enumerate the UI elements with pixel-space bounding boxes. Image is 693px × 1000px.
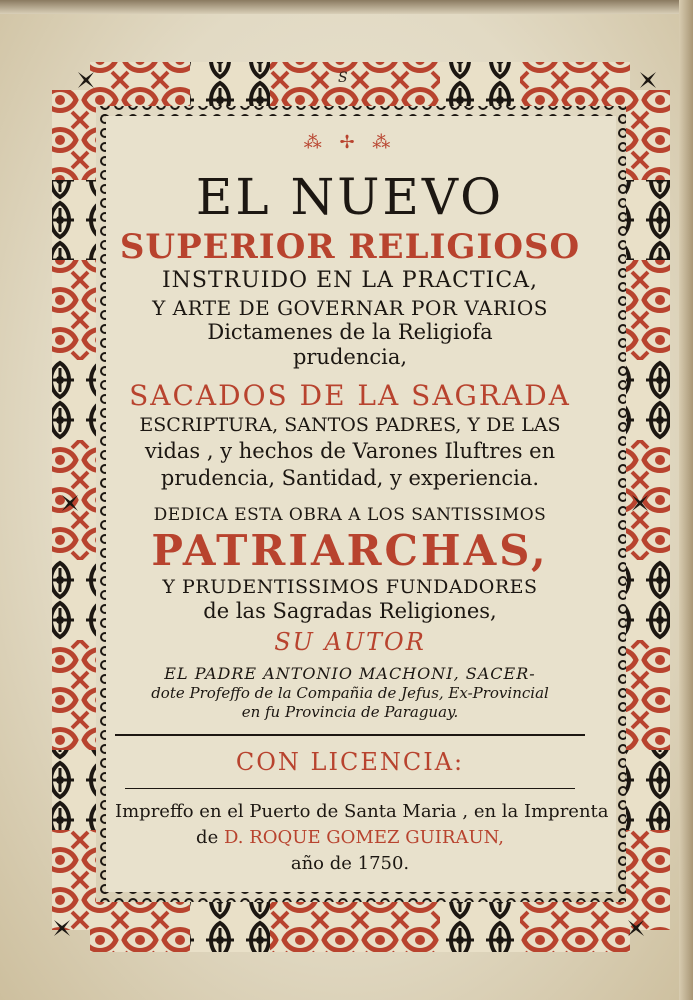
imprint-year: año de 1750. xyxy=(290,853,410,874)
title-line-1: EL NUEVO xyxy=(195,168,505,226)
title-line-2: SUPERIOR RELIGIOSO xyxy=(119,227,581,267)
author-line-2: dote Profeffo de la Compañia de Jefus, Ex-Provincial xyxy=(151,684,549,702)
subtitle-line-2: Y ARTE DE GOVERNAR POR VARIOS xyxy=(152,296,548,320)
imprint-line-2 xyxy=(115,829,585,847)
author-line-1: EL PADRE ANTONIO MACHONI, SACER- xyxy=(164,664,536,683)
source-line-4: prudencia, Santidad, y experiencia. xyxy=(160,466,540,490)
dedication-line-3: Y PRUDENTISSIMOS FUNDADORES xyxy=(162,576,538,598)
subtitle-line-4: prudencia, xyxy=(292,345,408,369)
divider-rule-2 xyxy=(125,788,575,789)
subtitle-line-3: Dictamenes de la Religiofa xyxy=(207,320,493,344)
license-line: CON LICENCIA: xyxy=(235,748,465,776)
dedication-line-4: de las Sagradas Religiones, xyxy=(203,599,497,623)
author-heading: SU AUTOR xyxy=(274,628,426,656)
imprint-line-1: Impreffo en el Puerto de Santa Maria , en la Imprenta xyxy=(115,801,609,822)
source-line-1: SACADOS DE LA SAGRADA xyxy=(129,379,571,412)
source-line-2: ESCRIPTURA, SANTOS PADRES, Y DE LAS xyxy=(139,414,561,436)
title-page-content xyxy=(115,118,609,874)
dedication-line-2: PATRIARCHAS, xyxy=(151,526,549,575)
imprint-printer: D. ROQUE GOMEZ GUIRAUN, xyxy=(223,827,504,848)
divider-rule xyxy=(115,734,585,736)
signature-mark: S xyxy=(338,70,348,86)
source-line-3: vidas , y hechos de Varones Iluftres en xyxy=(144,439,556,463)
author-line-3: en fu Provincia de Paraguay. xyxy=(241,703,459,721)
imprint-prefix: de xyxy=(196,827,219,848)
dedication-line-1: DEDICA ESTA OBRA A LOS SANTISSIMOS xyxy=(153,505,547,525)
head-ornament: ⁂ ✢ ⁂ xyxy=(303,132,397,153)
subtitle-line-1: INSTRUIDO EN LA PRACTICA, xyxy=(161,268,539,293)
